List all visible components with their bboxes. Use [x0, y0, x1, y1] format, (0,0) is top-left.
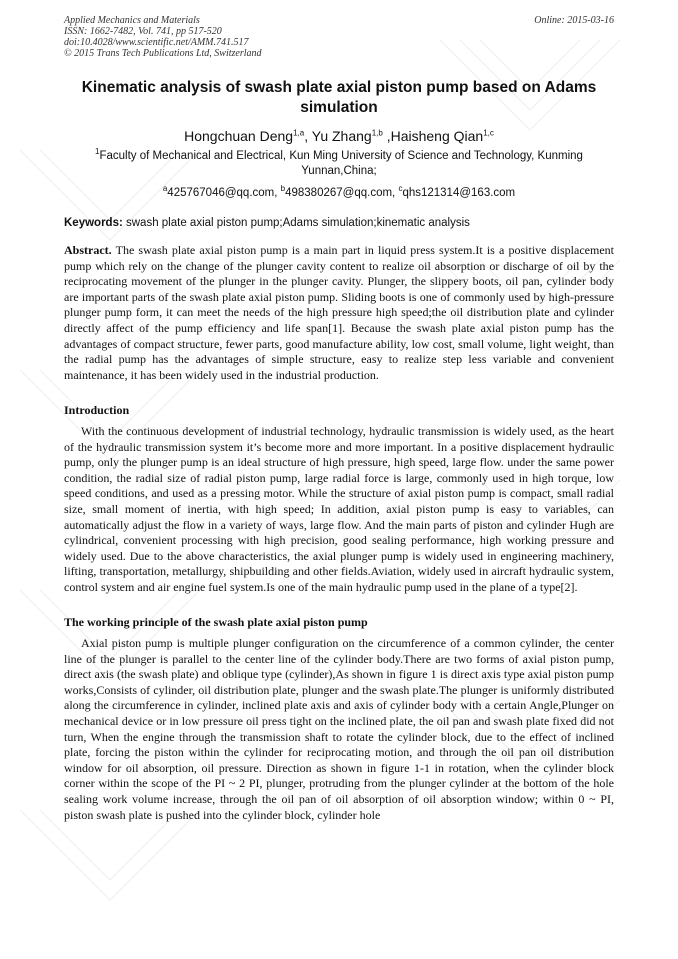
email-separator: , — [392, 187, 399, 199]
author-name: Hongchuan Deng — [184, 128, 294, 144]
author-name: Haisheng Qian — [390, 128, 484, 144]
section-paragraph: With the continuous development of industrial technology, hydraulic transmission is widely used, as the heart of the hydraulic transmission system it’s become more and more important. In a positive displacement hydraulic pump, only the plunger pump is an ideal structure of high pressure, high speed, large flow. under the same power condition, the radial size of radial piston pump, large radial force is large, commonly used in high torque, low speed conditions, and used as a pressing motor. While the structure of axial piston pump is compact, small radial size, small moment of inertia, with high speed; In addition, axial piston pump is easy to variables, can automatically adjust the flow in a variety of ways, large flow. And the main parts of piston and cylinder Hugh are cylindrical, convenient processing with high precision, good sealing performance, high working pressure and widely used. Due to the above characteristics, the axial plunger pump is widely used in engineering machinery, lifting, transportation, metallurgy, shipbuilding and other fields.Aviation, widely used in aircraft hydraulic system, control system and air engine fuel system.Is one of the main hydraulic pump used in the plane of a type[2]. — [64, 423, 614, 594]
journal-name: Applied Mechanics and Materials — [64, 15, 200, 26]
author-affiliation-mark: 1,c — [483, 128, 494, 138]
author-list — [64, 126, 614, 146]
affiliation-mark: 1 — [95, 147, 100, 157]
abstract — [64, 243, 614, 383]
affiliation-text: Faculty of Mechanical and Electrical, Kun Ming University of Science and Technology, Kunming Yunnan,China; — [99, 150, 583, 177]
author-separator: , — [382, 128, 391, 144]
abstract-text: The swash plate axial piston pump is a main part in liquid press system.It is a positive displacement pump which rely on the change of the plunger cavity content to realize oil absorption or discharge of oil by the reciprocating movement of the plunger in the plunger cavity. Plunger, the slippery boots, oil pan, cylinder body are important parts of the swash plate axial piston pump. Sliding boots is one of commonly used by high-pressure plunger pump form, it can meet the needs of the high pressure high speed;the oil distribution plate and cylinder directly affect of the pump efficiency and life span[1]. Because the swash plate axial piston pump has the advantages of compact structure, fewer parts, good manufacture ability, low cost, small volume, light weight, than the radial pump has the advantages of simple structure, easy to realize step less variable and convenient maintenance, it has been widely used in the industrial production. — [64, 243, 614, 382]
email-list — [64, 186, 614, 201]
journal-header — [64, 15, 262, 59]
section-heading: Introduction — [64, 403, 130, 418]
email-link[interactable]: qhs121314@163.com — [402, 187, 516, 199]
online-date: Online: 2015-03-16 — [534, 15, 614, 26]
email-link[interactable]: 425767046@qq.com — [167, 187, 275, 199]
keywords — [64, 216, 614, 231]
issn-line: ISSN: 1662-7482, Vol. 741, pp 517-520 — [64, 26, 222, 37]
doi-line: doi:10.4028/www.scientific.net/AMM.741.517 — [64, 37, 249, 48]
section-heading: The working principle of the swash plate axial piston pump — [64, 615, 368, 630]
section-working-principle — [64, 615, 614, 823]
email-link[interactable]: 498380267@qq.com — [285, 187, 393, 199]
email-separator: , — [274, 187, 281, 199]
keywords-text: swash plate axial piston pump;Adams simulation;kinematic analysis — [126, 217, 470, 229]
author-name: Yu Zhang — [311, 128, 372, 144]
keywords-label: Keywords: — [64, 217, 123, 229]
author-affiliation-mark: 1,a — [293, 128, 305, 138]
copyright-line: © 2015 Trans Tech Publications Ltd, Switzerland — [64, 48, 262, 59]
paper-title: Kinematic analysis of swash plate axial piston pump based on Adams simulation — [81, 79, 597, 116]
paper-body — [64, 78, 614, 843]
author-separator: , — [304, 128, 312, 144]
email-mark: b — [280, 184, 286, 194]
email-mark: a — [162, 184, 168, 194]
section-introduction — [64, 403, 614, 595]
author-affiliation-mark: 1,b — [371, 128, 383, 138]
section-paragraph: Axial piston pump is multiple plunger configuration on the circumference of a common cylinder, the center line of the plunger is parallel to the center line of the cylinder body.There are two forms of axial piston pump, direct axis (the swash plate) and oblique type (cylinder),As shown in figure 1 is direct axis type axial piston pump works,Consists of cylinder, oil distribution plate, plunger and the swash plate.The plunger is uniformly distributed along the circumference in cylinder, inclined plate axis and axis of cylinder body with a certain Angle,Plunger on mechanical device or in low pressure oil press tight on the inclined plate, the oil pan and swash plate fixed did not turn, When the engine through the transmission shaft to rotate the cylinder block, due to the effect of inclined plate, forcing the piston within the cylinder for reciprocating motion, and through the oil pan oil distribution window for oil absorption, oil pressure. Direction as shown in figure 1-1 in rotation, when the cylinder block corner within the scope of the PI ~ 2 PI, plunger, protruding from the plunger cylinder at the bottom of the hole sealing work volume increase, through the oil pan of oil absorption of oil absorption window; within 0 ~ PI, piston swash plate is pushed into the cylinder block, cylinder hole — [64, 636, 614, 822]
abstract-label: Abstract. — [64, 243, 112, 257]
email-mark: c — [398, 184, 403, 194]
affiliation — [64, 149, 614, 179]
